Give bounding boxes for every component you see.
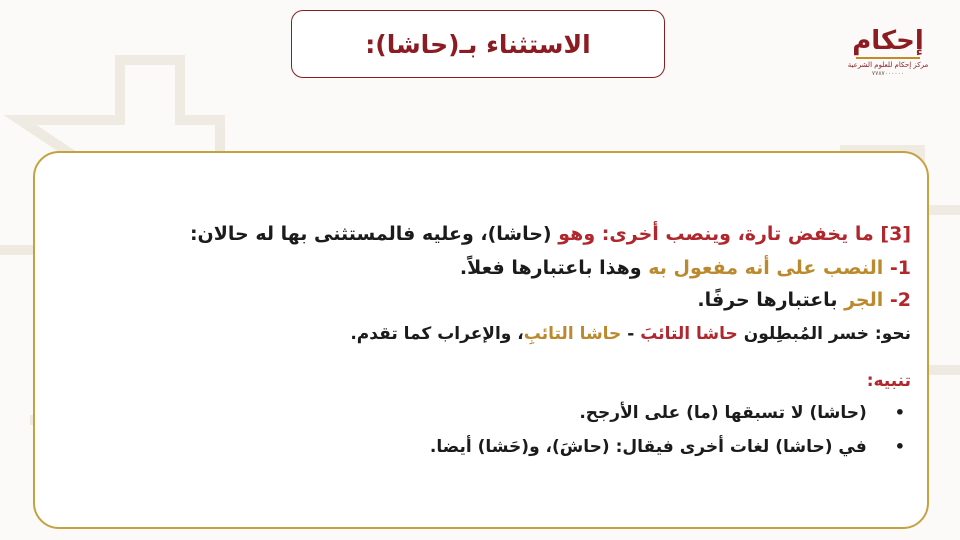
logo-name: إحكام [852,26,924,56]
note-item [579,403,905,423]
example-accusative: حاشا التائبَ [640,324,738,344]
section-number: [3] [880,223,911,245]
intro-text: (حاشا)، وعليه فالمستثنى بها له حالان: [189,223,552,245]
case-two-text: باعتبارها حرفًا. [697,289,838,311]
case-two-title: الجر [844,289,884,311]
logo-small-text: ٧٧٨٧٠٠٠٠٠٠ [871,70,905,77]
case-one-text: وهذا باعتبارها فعلاً. [459,257,642,279]
note-item-text: (حاشا) لا تسبقها (ما) على الأرجح. [579,403,867,423]
case-two [697,289,911,311]
note-heading: تنبيه: [866,371,911,391]
example-line [350,324,911,344]
page-title: الاستثناء بـ(حاشا): [365,29,591,59]
case-one [460,257,911,279]
example-intro: نحو: خسر المُبطِلون [743,324,911,344]
bullet-icon: • [894,437,905,456]
example-dash: - [627,324,635,344]
case-two-number: 2- [889,289,911,311]
case-one-number: 1- [889,257,911,279]
example-genitive: حاشا التائبِ [523,324,622,344]
intro-text-red: ما يخفض تارة، وينصب أخرى: وهو [558,223,874,245]
example-tail: ، والإعراب كما تقدم. [350,324,524,344]
title-box [291,10,665,78]
brand-logo [843,26,933,96]
content-panel [33,151,929,529]
bullet-icon: • [894,403,905,422]
intro-line [190,223,911,245]
case-one-title: النصب على أنه مفعول به [648,257,884,279]
logo-subtitle: مركز إحكام للعلوم الشرعية [847,61,929,69]
note-item [430,437,905,457]
note-item-text: في (حاشا) لغات أخرى فيقال: (حاشَ)، و(حَشا) أيضا. [429,437,867,457]
logo-divider [856,57,920,59]
